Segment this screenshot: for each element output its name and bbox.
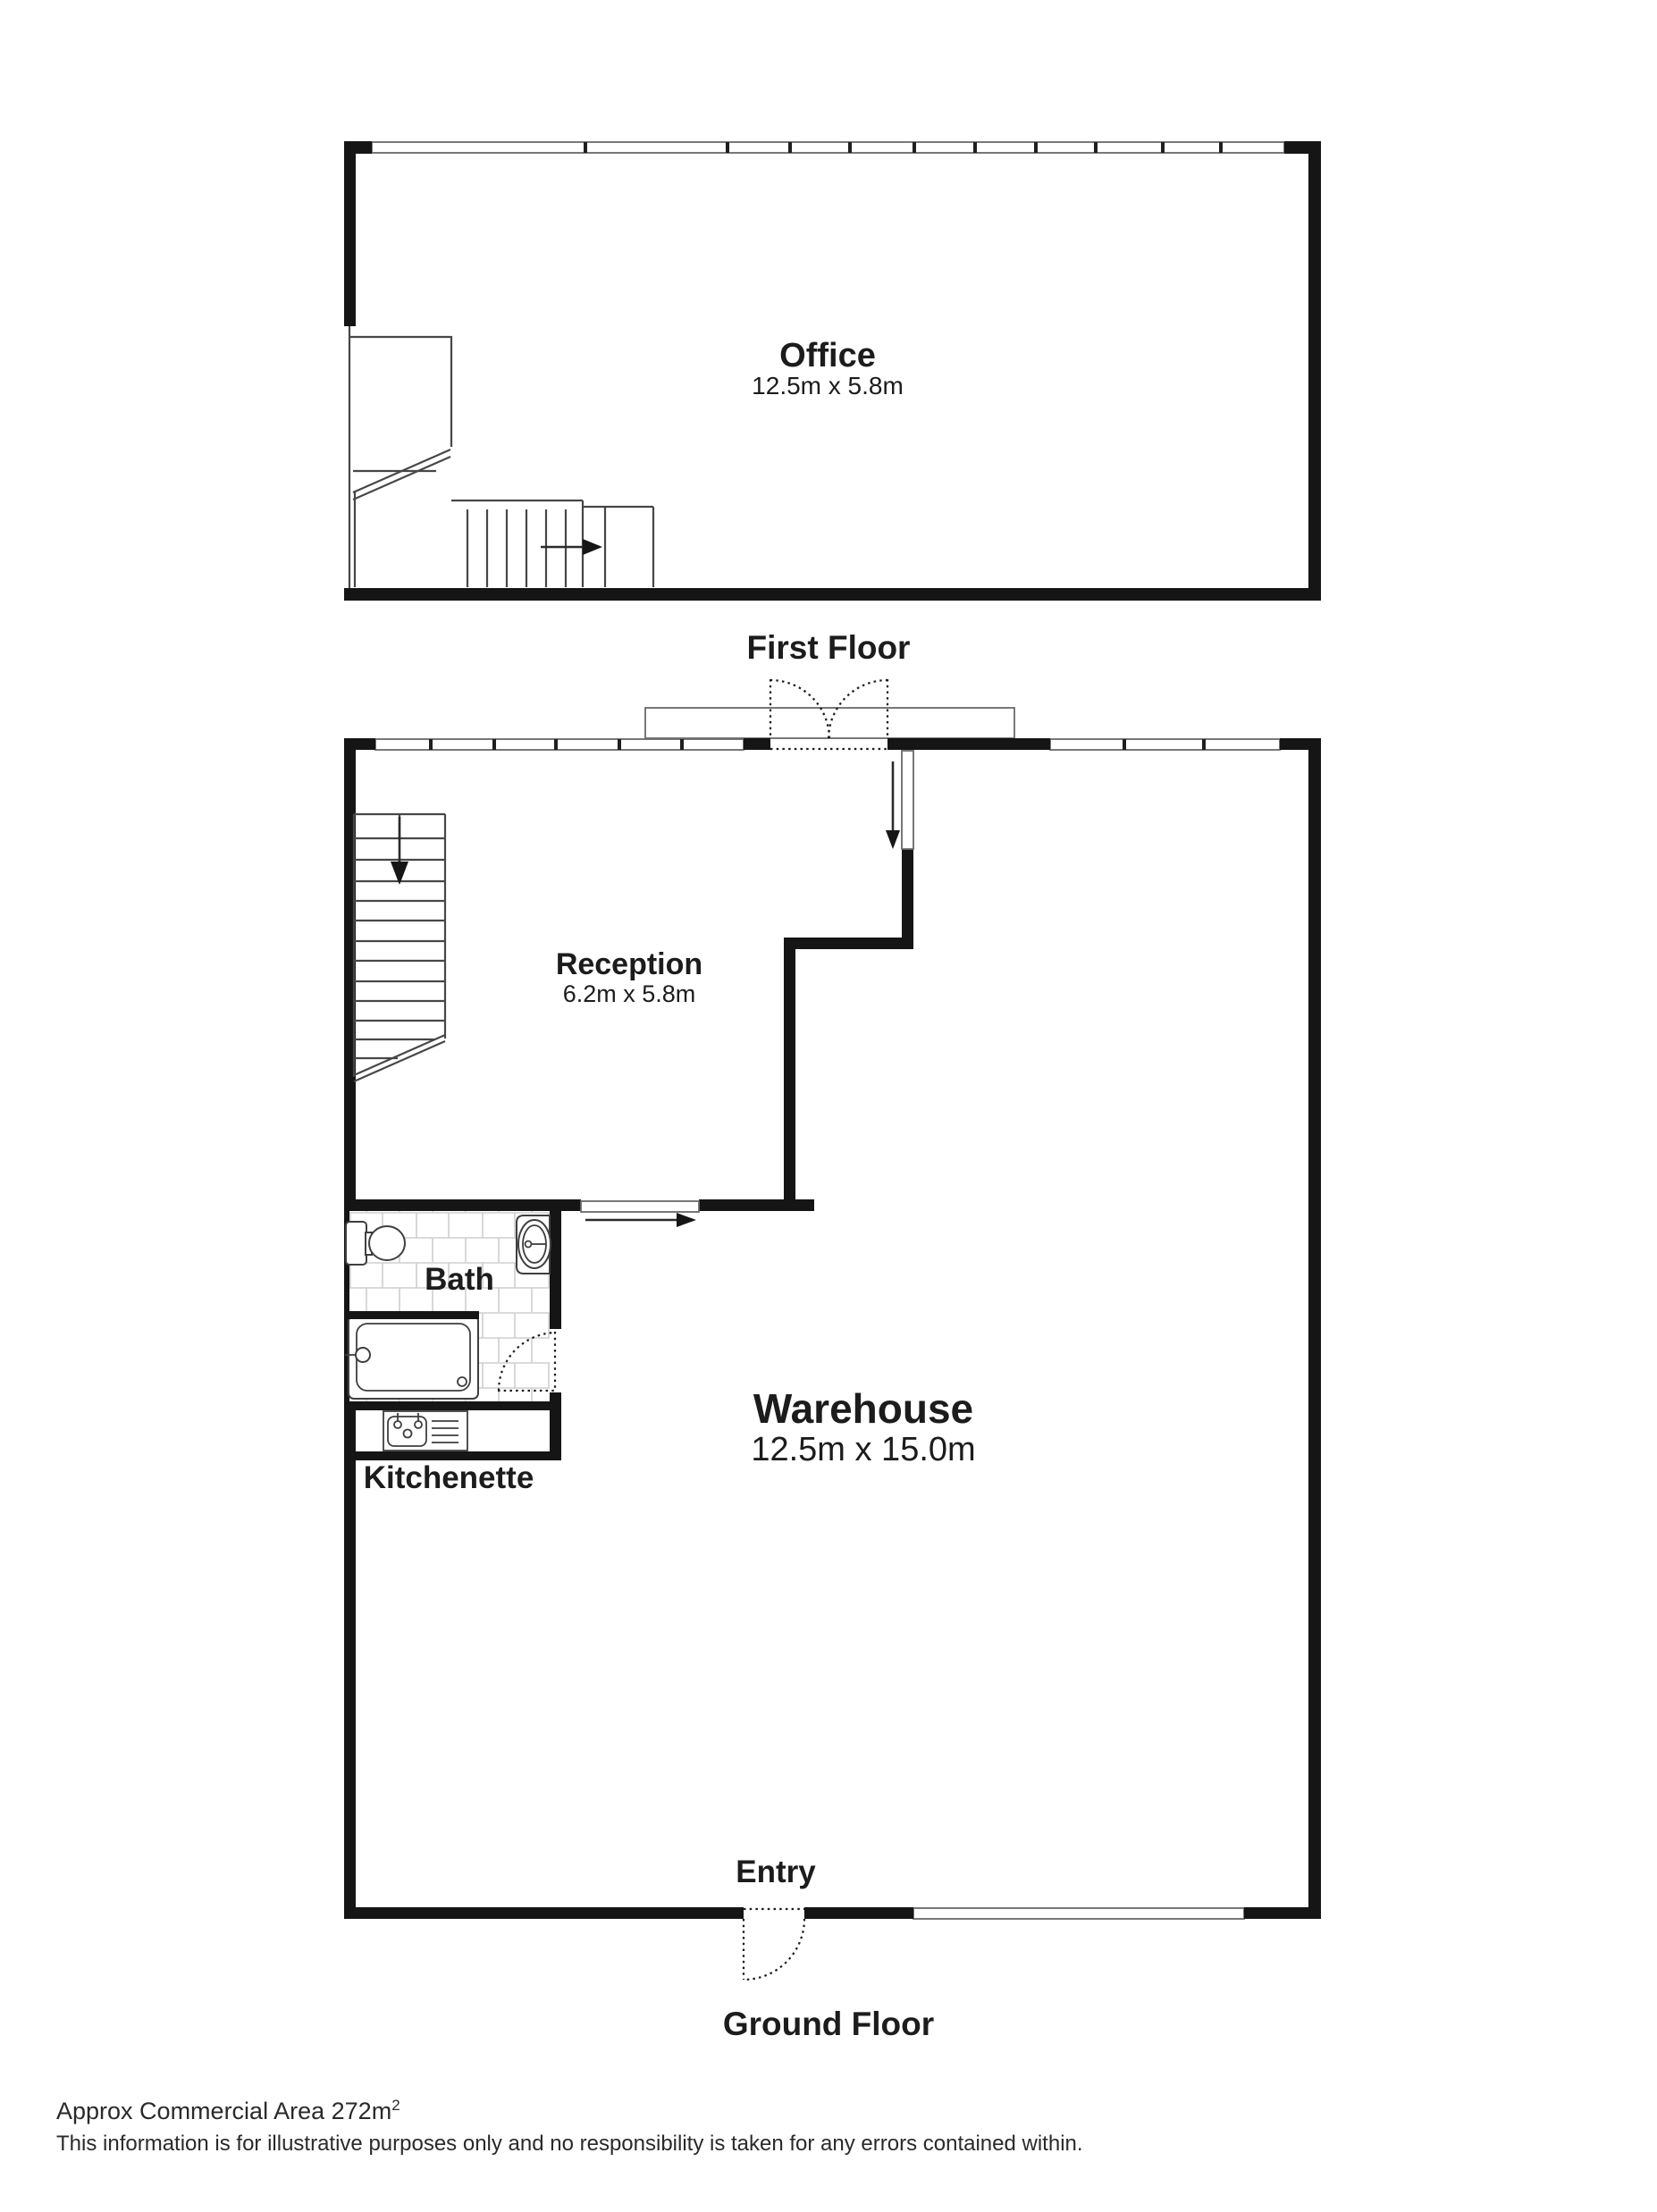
area-superscript: 2: [391, 2097, 400, 2114]
kitchenette-label: Kitchenette: [363, 1460, 534, 1495]
shower-icon: [344, 1311, 479, 1399]
warehouse-dimensions: 12.5m x 15.0m: [751, 1431, 976, 1468]
entry-door-icon: [744, 1909, 804, 1980]
office-window-band: [372, 142, 1284, 153]
disclaimer-text: This information is for illustrative purposes only and no responsibility is taken for any errors contained within.: [56, 2132, 1083, 2156]
first-floor-plan: [344, 141, 1321, 601]
ground-floor-caption: Ground Floor: [722, 2006, 935, 2042]
commercial-area-line: [56, 2097, 1083, 2125]
entry-label: Entry: [736, 1855, 816, 1889]
staircase-up-icon: [349, 326, 653, 588]
reception-dimensions: 6.2m x 5.8m: [562, 980, 696, 1007]
kitchen-sink-icon: [383, 1411, 467, 1451]
entrance-canopy-icon: [645, 708, 1014, 738]
footer: [56, 2097, 1083, 2157]
bath-label: Bath: [425, 1262, 494, 1297]
warehouse-label: Warehouse: [753, 1385, 974, 1432]
office-dimensions: 12.5m x 5.8m: [752, 372, 904, 400]
reception-label: Reception: [555, 947, 703, 981]
ground-floor-plan: [344, 679, 1321, 1980]
bath-room: [344, 1211, 557, 1401]
staircase-down-icon: [354, 814, 445, 1081]
sliding-door-horizontal-icon: [581, 1201, 699, 1227]
sliding-door-vertical-icon: [886, 751, 913, 849]
commercial-area-label: Approx Commercial Area: [56, 2098, 325, 2124]
office-label: Office: [779, 337, 876, 374]
sink-icon: [517, 1215, 551, 1274]
first-floor-caption: First Floor: [746, 629, 911, 666]
commercial-area-value: $272m^2$: [331, 2097, 400, 2124]
